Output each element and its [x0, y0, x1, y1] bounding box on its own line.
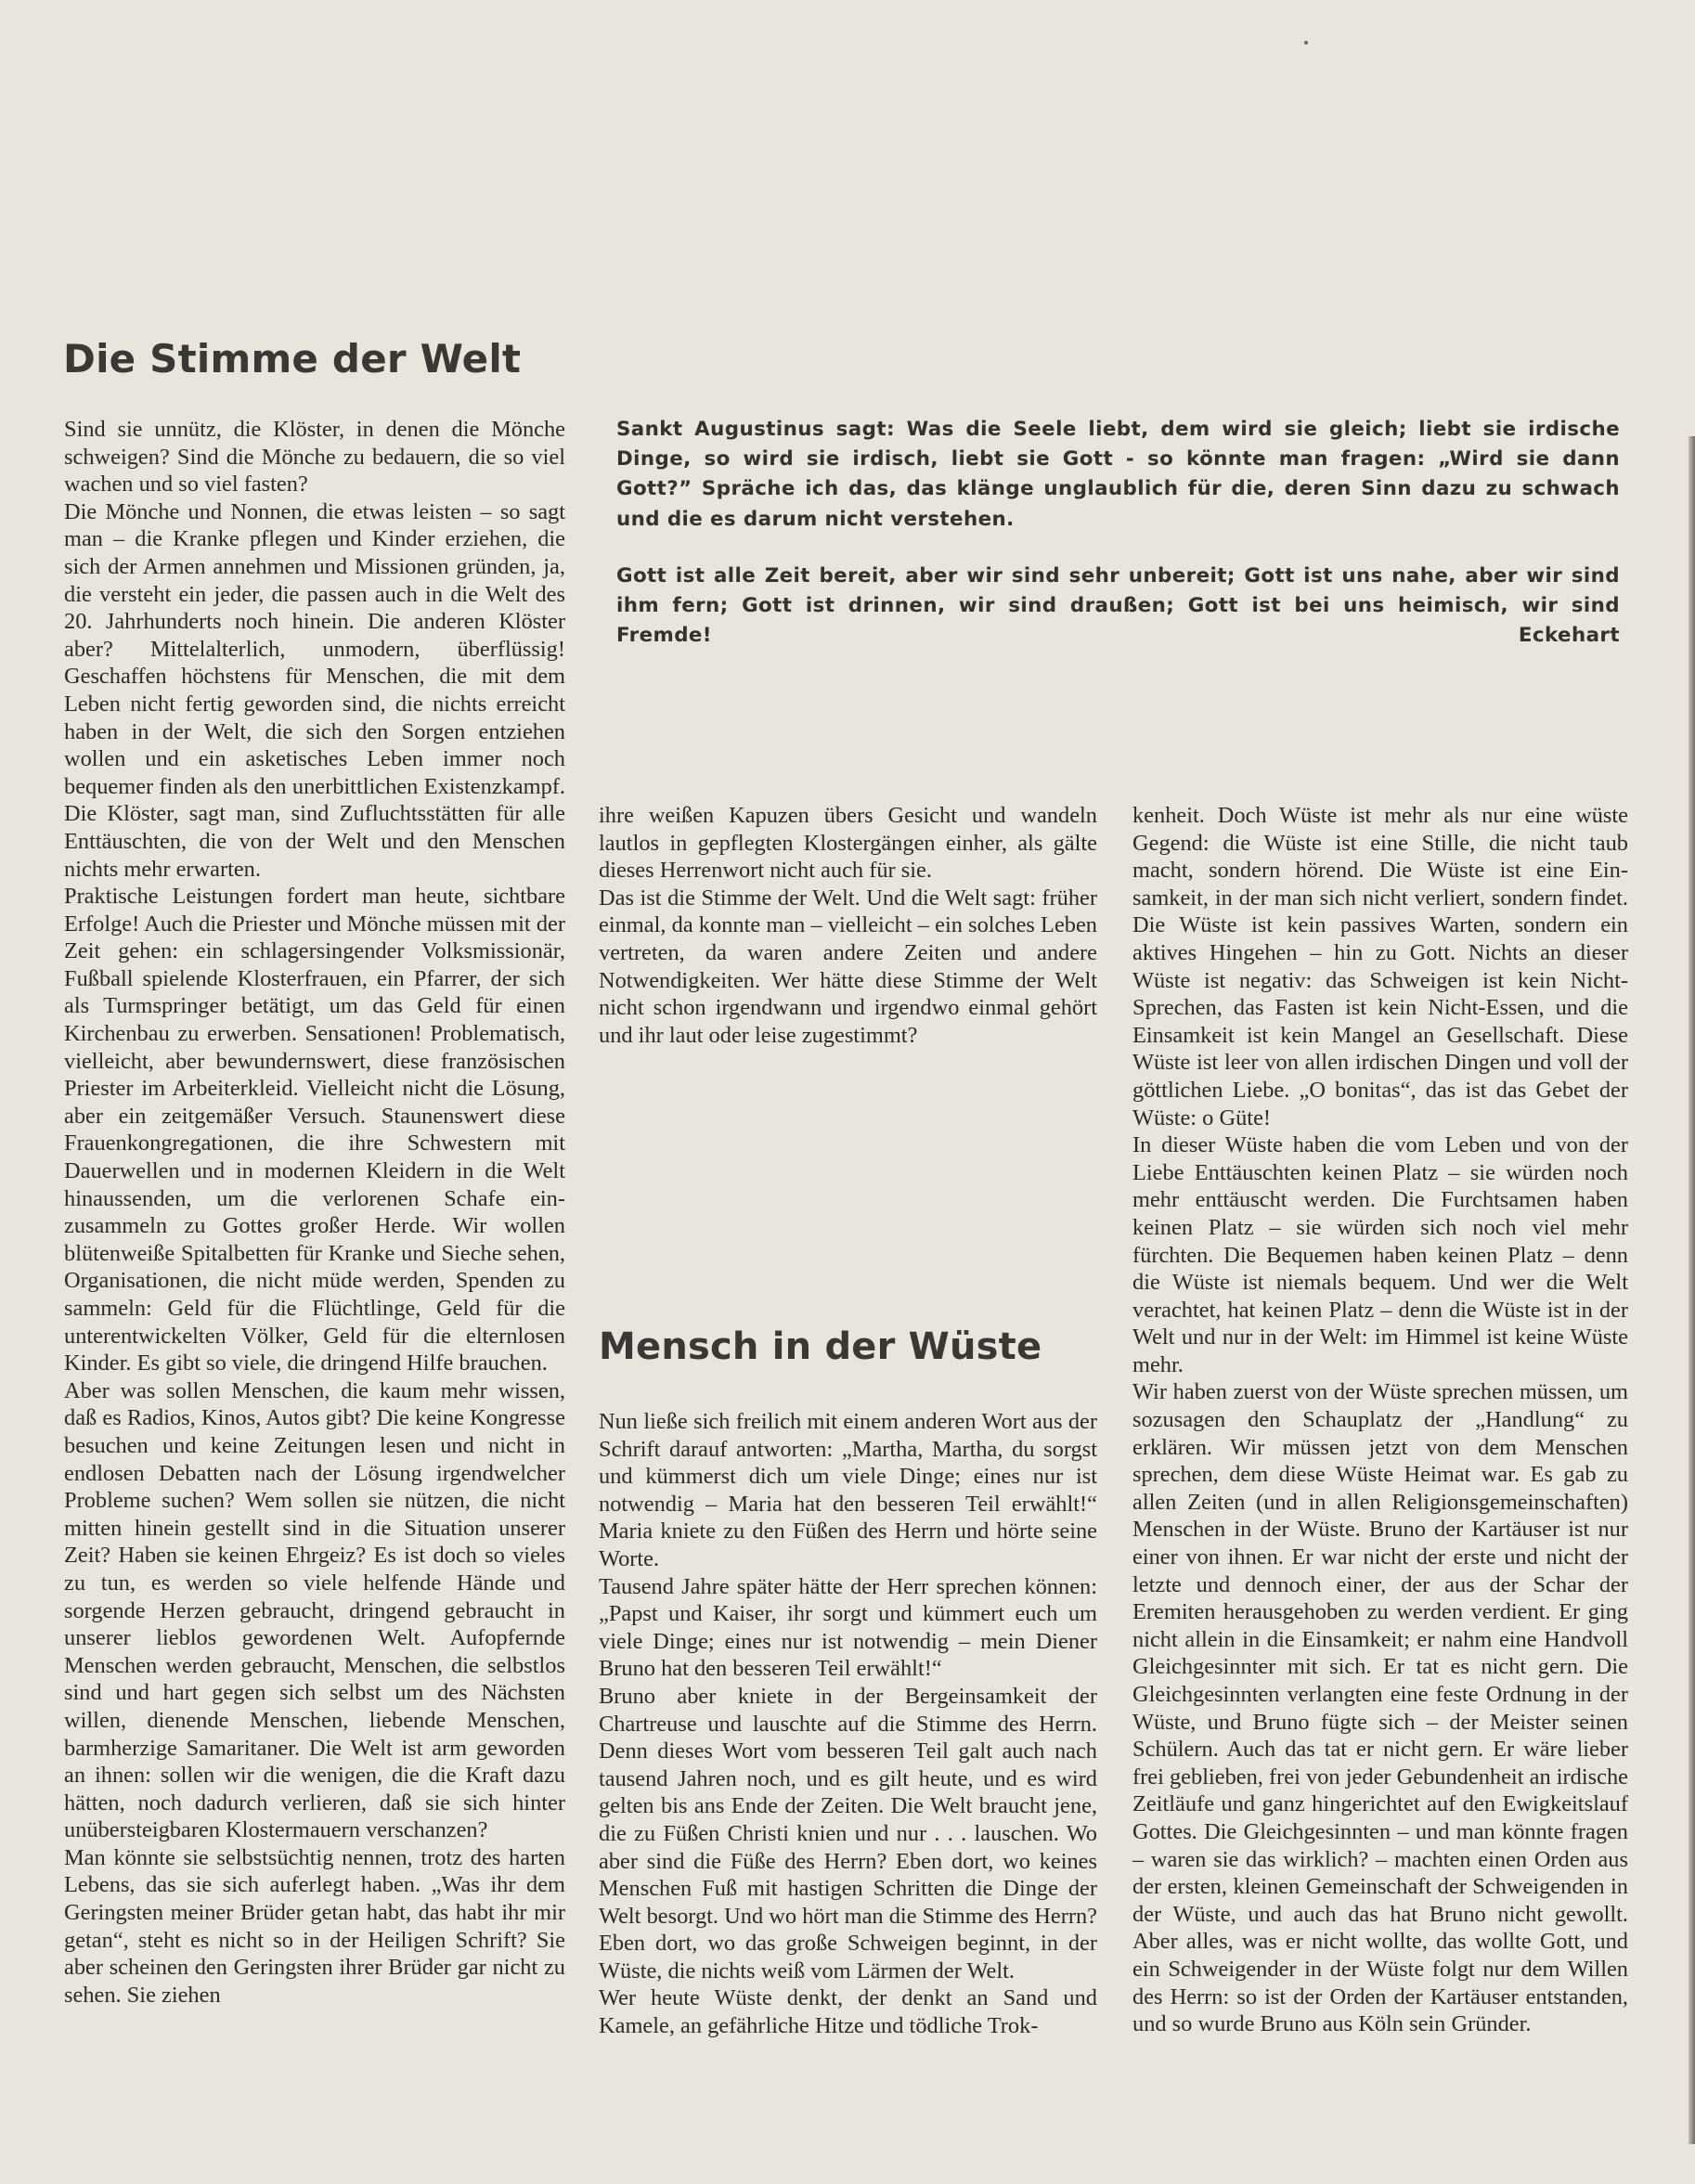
print-speck	[1304, 41, 1308, 45]
quote-eckehart-text: Gott ist alle Zeit bereit, aber wir sind sehr unbereit; Gott ist uns nahe, aber wir sind ihm fern; Gott ist drinnen, wir sind draußen; Gott ist bei uns heimisch, wir sind Fremde!	[616, 563, 1620, 648]
paragraph: Praktische Leistungen fordert man heute, sichtbare Erfolge! Auch die Priester und Mönche müssen mit der Zeit gehen: ein schlagersingender Volksmissionär, Fußball spielende Klosterfrauen, ein Pfarrer, der sich als Turmspringer betätigt, um das Geld für einen Kirchenbau zu erwerben. Sensationen! Problematisch, vielleicht, aber bewundernswert, diese französischen Priester im Arbeiterkleid. Vielleicht nicht die Lösung, aber ein zeitgemäßer Versuch. Staunenswert diese Frauenkongregationen, die ihre Schwestern mit Dauerwellen und in modernen Kleidern in die Welt hinaussenden, um die verlorenen Schafe einzusammeln zu Gottes großer Herde. Wir wollen blütenweiße Spitalbetten für Kranke und Sieche sehen, Organisationen, die nicht müde werden, Spenden zu sammeln: Geld für die Flüchtlinge, Geld für die unterentwickelten Völker, Geld für die elternlosen Kinder. Es gibt so viele, die dringend Hilfe brauchen.	[64, 884, 565, 1376]
page-edge-shadow	[1689, 436, 1695, 2144]
paragraph: Nun ließe sich freilich mit einem anderen Wort aus der Schrift darauf antworten: „Martha, Martha, du sorgst und kümmerst dich um viele Dinge; eines nur ist notwendig – Maria hat den besseren Teil erwählt!“ Maria kniete zu den Füßen des Herrn und hörte seine Worte.	[599, 1409, 1097, 1571]
column-3	[1132, 802, 1628, 2038]
paragraph: Sind sie unnütz, die Klöster, in denen die Mönche schweigen? Sind die Mönche zu bedauern, die so viel wachen und so viel fasten?	[64, 417, 565, 498]
paragraph: In dieser Wüste haben die vom Leben und von der Liebe Enttäuschten keinen Platz – sie würden noch mehr enttäuscht werden. Die Furchtsamen haben keinen Platz – sie würden sich noch viel mehr fürchten. Die Bequemen haben keinen Platz – denn die Wüste ist niemals bequem. Und wer die Welt verachtet, hat keinen Platz – denn die Wüste ist in der Welt und nur in der Welt: im Himmel ist keine Wüste mehr.	[1132, 1132, 1628, 1377]
column-2-bottom	[599, 1408, 1097, 2040]
article-title-stimme-der-welt: Die Stimme der Welt	[63, 336, 522, 381]
paragraph: Aber was sollen Menschen, die kaum mehr wissen, daß es Radios, Kinos, Autos gibt? Die keine Kongresse besuchen und keine Zeitungen lesen und nicht in endlosen Debatten nach der Lösung irgendwelcher Probleme suchen? Wem sollen sie nützen, die nicht mitten hinein gestellt sind in die Situation unserer Zeit? Haben sie keinen Ehrgeiz? Es ist doch so vieles zu tun, es werden so viele helfende Hände und sorgende Herzen gebraucht, dringend gebraucht in unserer lieblos gewordenen Welt. Aufopfernde Menschen werden gebraucht, Menschen, die selbstlos sind und hart gegen sich selbst um des Nächsten willen, dienende Menschen, liebende Menschen, barmherzige Samaritaner. Die Welt ist arm geworden an ihnen: sollen wir die wenigen, die die Kraft dazu hätten, noch dadurch verlieren, daß sie sich hinter unübersteigbaren Klostermauern verschanzen?	[64, 1377, 565, 1843]
quote-eckehart	[616, 562, 1620, 652]
paragraph: ihre weißen Kapuzen übers Gesicht und wandeln lautlos in gepflegten Klostergängen einher, als gälte dieses Herrenwort nicht auch für sie.	[599, 803, 1097, 884]
quote-augustinus: Sankt Augustinus sagt: Was die Seele liebt, dem wird sie gleich; liebt sie irdische Dinge, so wird sie irdisch, liebt sie Gott - so könnte man fragen: „Wird sie dann Gott?” Spräche ich das, das klänge unglaublich für die, deren Sinn dazu zu schwach und die es darum nicht verstehen.	[616, 418, 1620, 531]
paragraph: Tausend Jahre später hätte der Herr sprechen können: „Papst und Kaiser, ihr sorgt und kümmert euch um viele Dinge; eines nur ist notwendig – mein Diener Bruno hat den besseren Teil erwählt!“	[599, 1573, 1097, 1682]
quote-author: Eckehart	[1518, 624, 1620, 648]
paragraph: Das ist die Stimme der Welt. Und die Welt sagt: früher einmal, da konnte man – vielleicht – ein solches Leben vertreten, da waren andere Zeiten und andere Notwendigkeiten. Wer hätte diese Stimme der Welt nicht schon irgendwann und irgendwo einmal gehört und ihr laut oder leise zugestimmt?	[599, 885, 1097, 1048]
column-2-top	[599, 802, 1097, 1049]
paragraph: Man könnte sie selbstsüchtig nennen, trotz des harten Lebens, das sie sich auferlegt haben. „Was ihr dem Geringsten meiner Brüder getan habt, das habt ihr mir getan“, steht es nicht so in der Heiligen Schrift? Sie aber scheinen den Geringsten ihrer Brüder gar nicht zu sehen. Sie ziehen	[64, 1844, 565, 2008]
column-1	[64, 416, 565, 2009]
paragraph: kenheit. Doch Wüste ist mehr als nur eine wüste Gegend: die Wüste ist eine Stille, die nicht taub macht, sondern hörend. Die Wüste ist eine Einsamkeit, in der man sich nicht verliert, sondern findet. Die Wüste ist kein passives Warten, sondern ein aktives Hingehen – hin zu Gott. Nichts an dieser Wüste ist negativ: das Schweigen ist kein Nicht-Sprechen, das Fasten ist kein Nicht-Essen, und die Einsamkeit ist kein Mangel an Gesellschaft. Diese Wüste ist leer von allen irdischen Dingen und voll der göttlichen Liebe. „O bonitas“, das ist das Gebet der Wüste: o Güte!	[1132, 803, 1628, 1131]
paragraph: Wer heute Wüste denkt, der denkt an Sand und Kamele, an gefährliche Hitze und tödliche Trok-	[599, 1985, 1097, 2039]
paragraph: Wir haben zuerst von der Wüste sprechen müssen, um sozusagen den Schauplatz der „Handlung“ zu erklären. Wir müssen jetzt von dem Menschen sprechen, dem diese Wüste Heimat war. Es gab zu allen Zeiten (und in allen Religionsgemeinschaften) Menschen in der Wüste. Bruno der Kartäuser ist nur einer von ihnen. Er war nicht der erste und nicht der letzte und dennoch einer, der aus der Schar der Eremiten herausgehoben zu werden verdient. Er ging nicht allein in die Einsamkeit; er nahm eine Handvoll Gleichgesinnter mit sich. Er tat es nicht gern. Die Gleichgesinnten verlangten eine feste Ordnung in der Wüste, und Bruno fügte sich – der Meister seinen Schülern. Auch das tat er nicht gern. Er wäre lieber frei geblieben, frei von jeder Gebundenheit an irdische Zeitläufe und ganz hingerichtet auf den Ewigkeitslauf Gottes. Die Gleichgesinnten – und man könnte fragen – waren sie das wirklich? – machten einen Orden aus der ersten, kleinen Gemeinschaft der Schweigenden in der Wüste, und auch das hat Bruno nicht gewollt. Aber alles, was er nicht wollte, das wollte Gott, und ein Schweigender in der Wüste folgt nur dem Willen des Herrn: so ist der Orden der Kartäuser entstanden, und so wurde Bruno aus Köln sein Gründer.	[1132, 1379, 1628, 2037]
quote-block	[616, 415, 1620, 651]
article-title-mensch-in-der-wueste: Mensch in der Wüste	[599, 1325, 1042, 1368]
paragraph: Die Mönche und Nonnen, die etwas leisten – so sagt man – die Kranke pflegen und Kinder erziehen, die sich der Armen annehmen und Missionen gründen, ja, die versteht ein jeder, die passen auch in die Welt des 20. Jahrhunderts noch hinein. Die anderen Klöster aber? Mittelalterlich, unmodern, überflüssig! Geschaffen höchstens für Menschen, die mit dem Leben nicht fertig geworden sind, die nichts erreicht haben in der Welt, die sich den Sorgen entziehen wollen und ein asketisches Leben immer noch bequemer finden als den unerbittlichen Existenzkampf. Die Klöster, sagt man, sind Zufluchtsstätten für alle Enttäuschten, die von der Welt und den Menschen nichts mehr erwarten.	[64, 498, 565, 882]
paragraph: Bruno aber kniete in der Bergeinsamkeit der Chartreuse und lauschte auf die Stimme des Herrn. Denn dieses Wort vom besseren Teil galt auch nach tausend Jahren noch, und es gilt heute, und es wird gelten bis ans Ende der Zeiten. Die Welt braucht jene, die zu Füßen Christi knien und nur . . . lauschen. Wo aber sind die Füße des Herrn? Eben dort, wo keines Menschen Fuß mit hastigen Schritten die Dinge der Welt besorgt. Und wo hört man die Stimme des Herrn? Eben dort, wo das große Schweigen beginnt, in der Wüste, die nichts weiß vom Lärmen der Welt.	[599, 1683, 1097, 1984]
